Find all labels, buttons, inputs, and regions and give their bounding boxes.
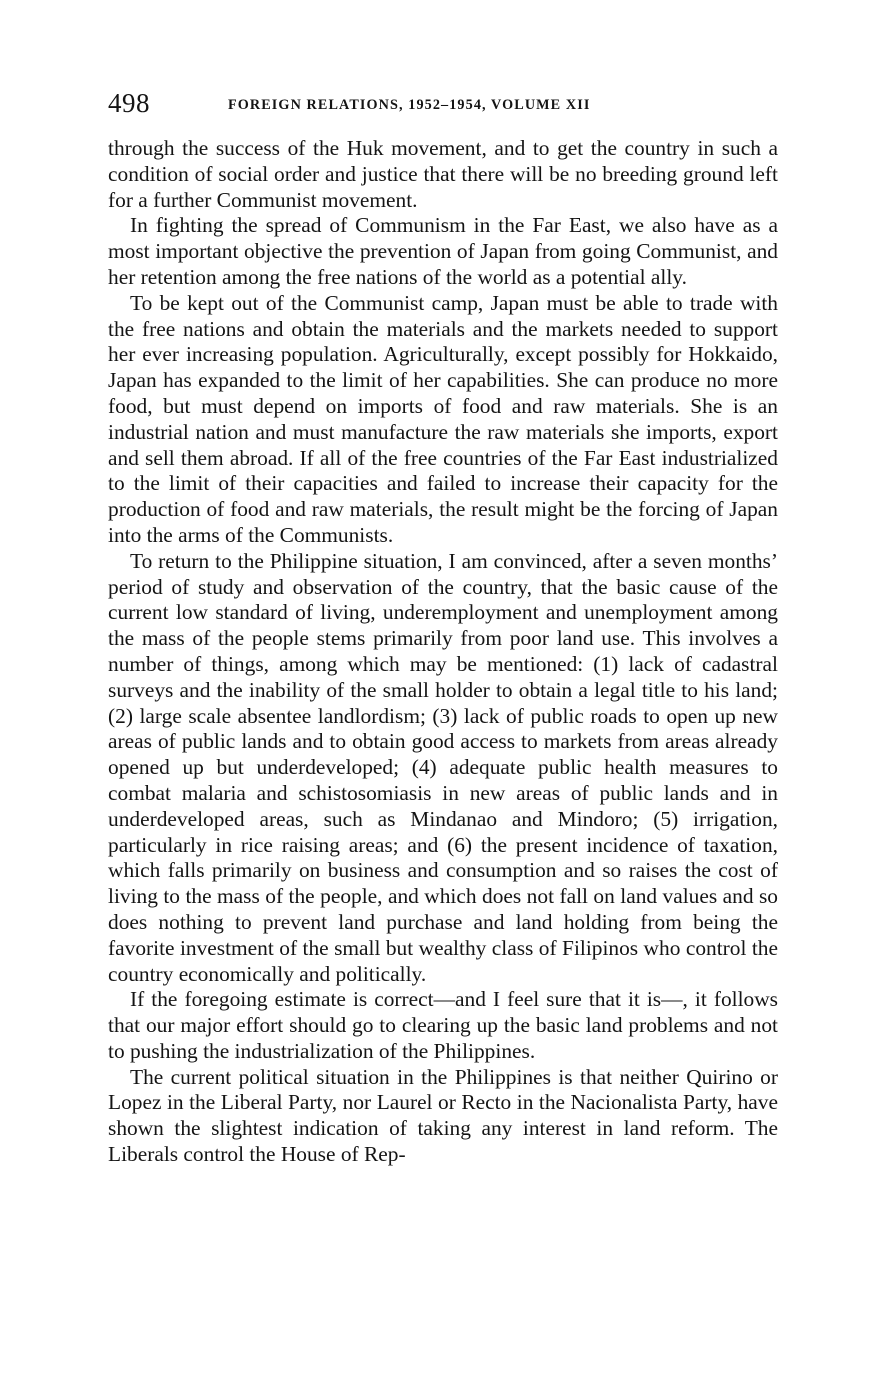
paragraph-japan-trade: To be kept out of the Communist camp, Japan must be able to trade with the free nations and obtain the materials and the markets needed to support her ever increasing population. Agriculturally, except possibly for Hokkaido, Japan has expanded to the limit of her capabilities. She can produce no more food, but must depend on imports of food and raw materials. She is an industrial nation and must manufacture the raw materials she imports, export and sell them abroad. If all of the free countries of the Far East industrialized to the limit of their capacities and failed to increase their capacity for the production of food and raw materials, the result might be the forcing of Japan into the arms of the Communists. [108,290,778,547]
paragraph-continuation: through the success of the Huk movement, and to get the country in such a condition of social order and justice that there will be no breeding ground left for a further Communist movement. [108,136,778,212]
paragraph-philippine-land-use: To return to the Philippine situation, I am convinced, after a seven months’ period of study and observation of the country, that the basic cause of the current low standard of living, underemployment and unemployment among the mass of the people stems primarily from poor land use. This involves a number of things, among which may be mentioned: (1) lack of cadastral surveys and the inability of the small holder to obtain a legal title to his land; (2) large scale absentee landlordism; (3) lack of public roads to open up new areas of public lands and to obtain good access to markets from areas already opened up but underdeveloped; (4) adequate public health measures to combat malaria and schistosomiasis in new areas of public lands and in underdeveloped areas, such as Mindanao and Mindoro; (5) irrigation, particularly in rice raising areas; and (6) the present incidence of taxation, which falls primarily on business and consumption and so raises the cost of living to the mass of the people, and which does not fall on land values and so does nothing to prevent land purchase and land holding from being the favorite investment of the small but wealthy class of Filipinos who control the country economically and politically. [108,548,778,986]
page-number: 498 [108,88,150,118]
paragraph-japan-objective: In fighting the spread of Communism in the Far East, we also have as a most important objective the prevention of Japan from going Communist, and her retention among the free nations of the world as a potential ally. [108,213,778,289]
body-text [108,136,778,1168]
paragraph-political-situation: The current political situation in the Philippines is that neither Quirino or Lopez in the Liberal Party, nor Laurel or Recto in the Nacionalista Party, have shown the slightest indication of taking any interest in land reform. The Liberals control the House of Rep- [108,1064,778,1167]
page-header [108,86,778,120]
running-head: FOREIGN RELATIONS, 1952–1954, VOLUME XII [228,97,591,113]
paragraph-major-effort: If the foregoing estimate is correct—and I feel sure that it is—, it follows that our major effort should go to clearing up the basic land problems and not to pushing the industrialization of the Philippines. [108,987,778,1063]
